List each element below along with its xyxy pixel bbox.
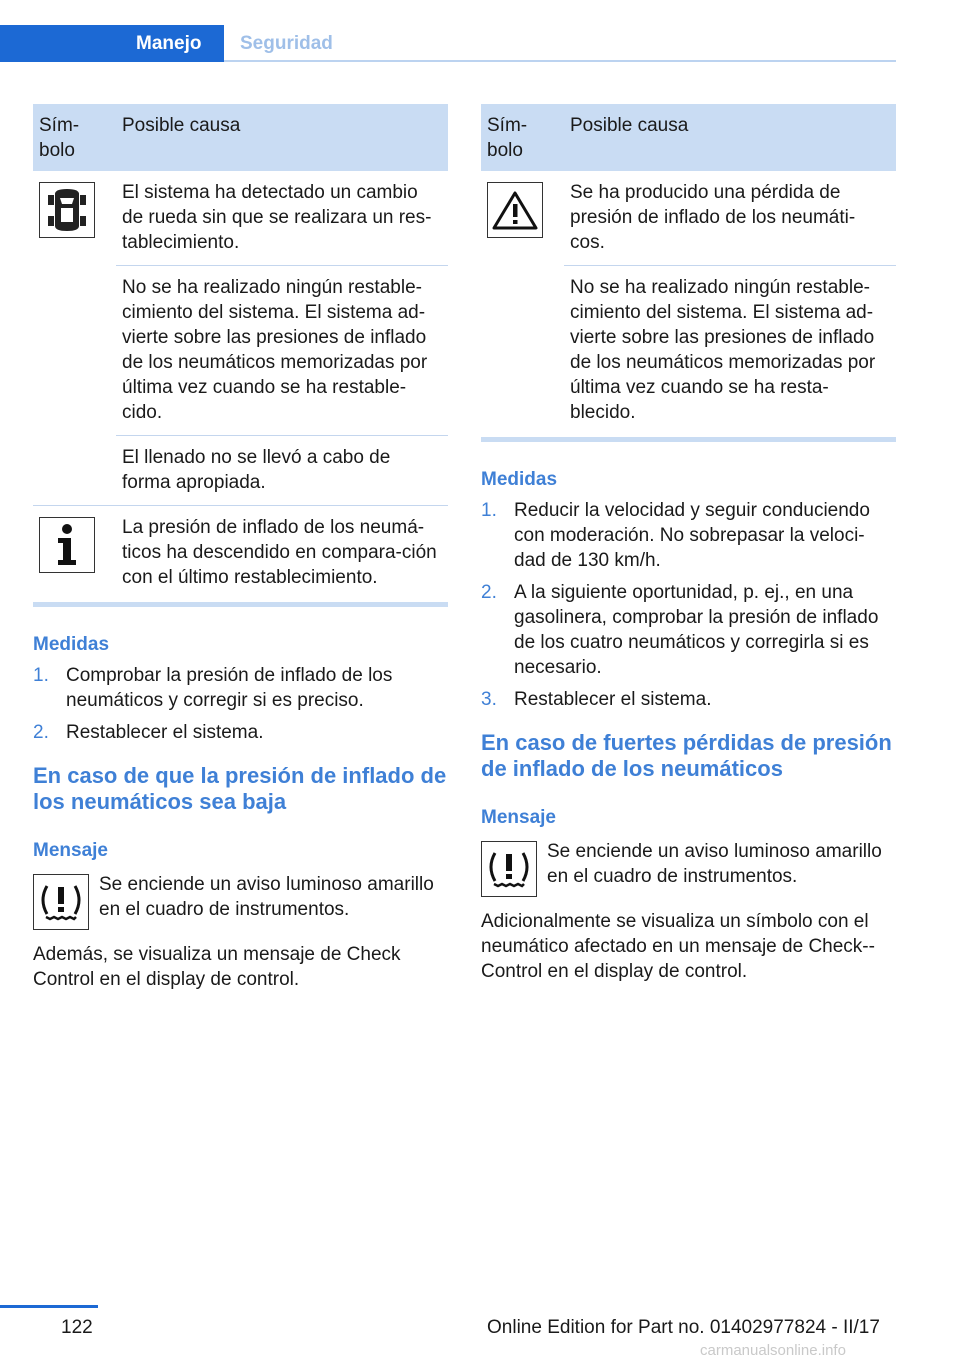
- body-text: Además, se visualiza un mensaje de Check Control en el display de control.: [33, 944, 401, 990]
- col-header-symbol: Sím- bolo: [33, 104, 116, 171]
- cause-cell: La presión de inflado de los neumá-ticos ha descendido en compara-ción con el último restablecimiento.: [116, 506, 448, 601]
- tire-warning-icon: [33, 874, 89, 930]
- medidas-list: [481, 498, 896, 712]
- col-header-symbol: Sím- bolo: [481, 104, 564, 171]
- section-heading-strong-loss: En caso de fuertes pérdidas de presión de inflado de los neumáticos: [481, 730, 892, 781]
- cause-cell: No se ha realizado ningún restable-cimiento del sistema. El sistema ad-vierte sobre las presiones de inflado de los neumáticos memorizadas por última vez cuando se ha restable-cido.: [116, 266, 448, 436]
- edition-text: Online Edition for Part no. 01402977824 - II/17: [487, 1317, 880, 1338]
- table-end-bar: [481, 437, 896, 442]
- tire-change-icon: [39, 182, 95, 238]
- page-number: 122: [61, 1317, 93, 1338]
- header-rule: [224, 60, 896, 62]
- col-header-cause: Posible causa: [564, 104, 896, 171]
- info-icon: [39, 517, 95, 573]
- table-end-bar: [33, 602, 448, 607]
- symbol-table-right: [481, 104, 896, 435]
- tab-manejo[interactable]: Manejo: [0, 25, 224, 62]
- header-bar: [0, 0, 960, 62]
- mensaje-heading: Mensaje: [481, 807, 556, 828]
- medidas-list: [33, 663, 448, 745]
- warning-triangle-icon: [487, 182, 543, 238]
- tire-warning-icon: [481, 841, 537, 897]
- medidas-heading: Medidas: [33, 634, 110, 655]
- section-heading-low-pressure: En caso de que la presión de inflado de los neumáticos sea baja: [33, 763, 447, 814]
- message-text: Se enciende un aviso luminoso amarillo en el cuadro de instrumentos.: [547, 841, 882, 887]
- right-column: [481, 104, 896, 984]
- col-header-cause: Posible causa: [116, 104, 448, 171]
- list-item: 1. Reducir la velocidad y seguir conduciendo con moderación. No sobrepasar la veloci-dad de 130 km/h.: [481, 500, 870, 571]
- mensaje-heading: Mensaje: [33, 840, 108, 861]
- body-text: Adicionalmente se visualiza un símbolo con el neumático afectado en un mensaje de Check--Control en el display de control.: [481, 911, 875, 982]
- symbol-cell: [33, 171, 116, 266]
- footer-rule: [0, 1305, 98, 1308]
- list-item: 2. Restablecer el sistema.: [33, 722, 264, 743]
- list-item: 1. Comprobar la presión de inflado de los neumáticos y corregir si es preciso.: [33, 665, 393, 711]
- medidas-heading: Medidas: [481, 469, 558, 490]
- message-row: [481, 839, 896, 897]
- symbol-cell: [33, 506, 116, 601]
- list-item: 2. A la siguiente oportunidad, p. ej., en una gasolinera, comprobar la presión de inflado de los cuatro neumáticos y corregirla si es necesario.: [481, 582, 879, 678]
- watermark: carmanualsonline.info: [700, 1342, 846, 1359]
- message-row: [33, 872, 448, 930]
- cause-cell: No se ha realizado ningún restable-cimiento del sistema. El sistema ad-vierte sobre las presiones de inflado de los neumáticos memorizadas por última vez cuando se ha resta-blecido.: [564, 266, 896, 436]
- message-text: Se enciende un aviso luminoso amarillo en el cuadro de instrumentos.: [99, 874, 434, 920]
- left-column: [33, 104, 448, 992]
- symbol-table-left: [33, 104, 448, 600]
- cause-cell: Se ha producido una pérdida de presión de inflado de los neumáti-cos.: [570, 182, 856, 253]
- symbol-cell: [481, 171, 564, 266]
- cause-cell: El sistema ha detectado un cambio de rueda sin que se realizara un res-tablecimiento.: [122, 182, 432, 253]
- tab-seguridad[interactable]: Seguridad: [240, 33, 333, 54]
- cause-cell: El llenado no se llevó a cabo de forma apropiada.: [116, 436, 448, 506]
- list-item: 3. Restablecer el sistema.: [481, 689, 712, 710]
